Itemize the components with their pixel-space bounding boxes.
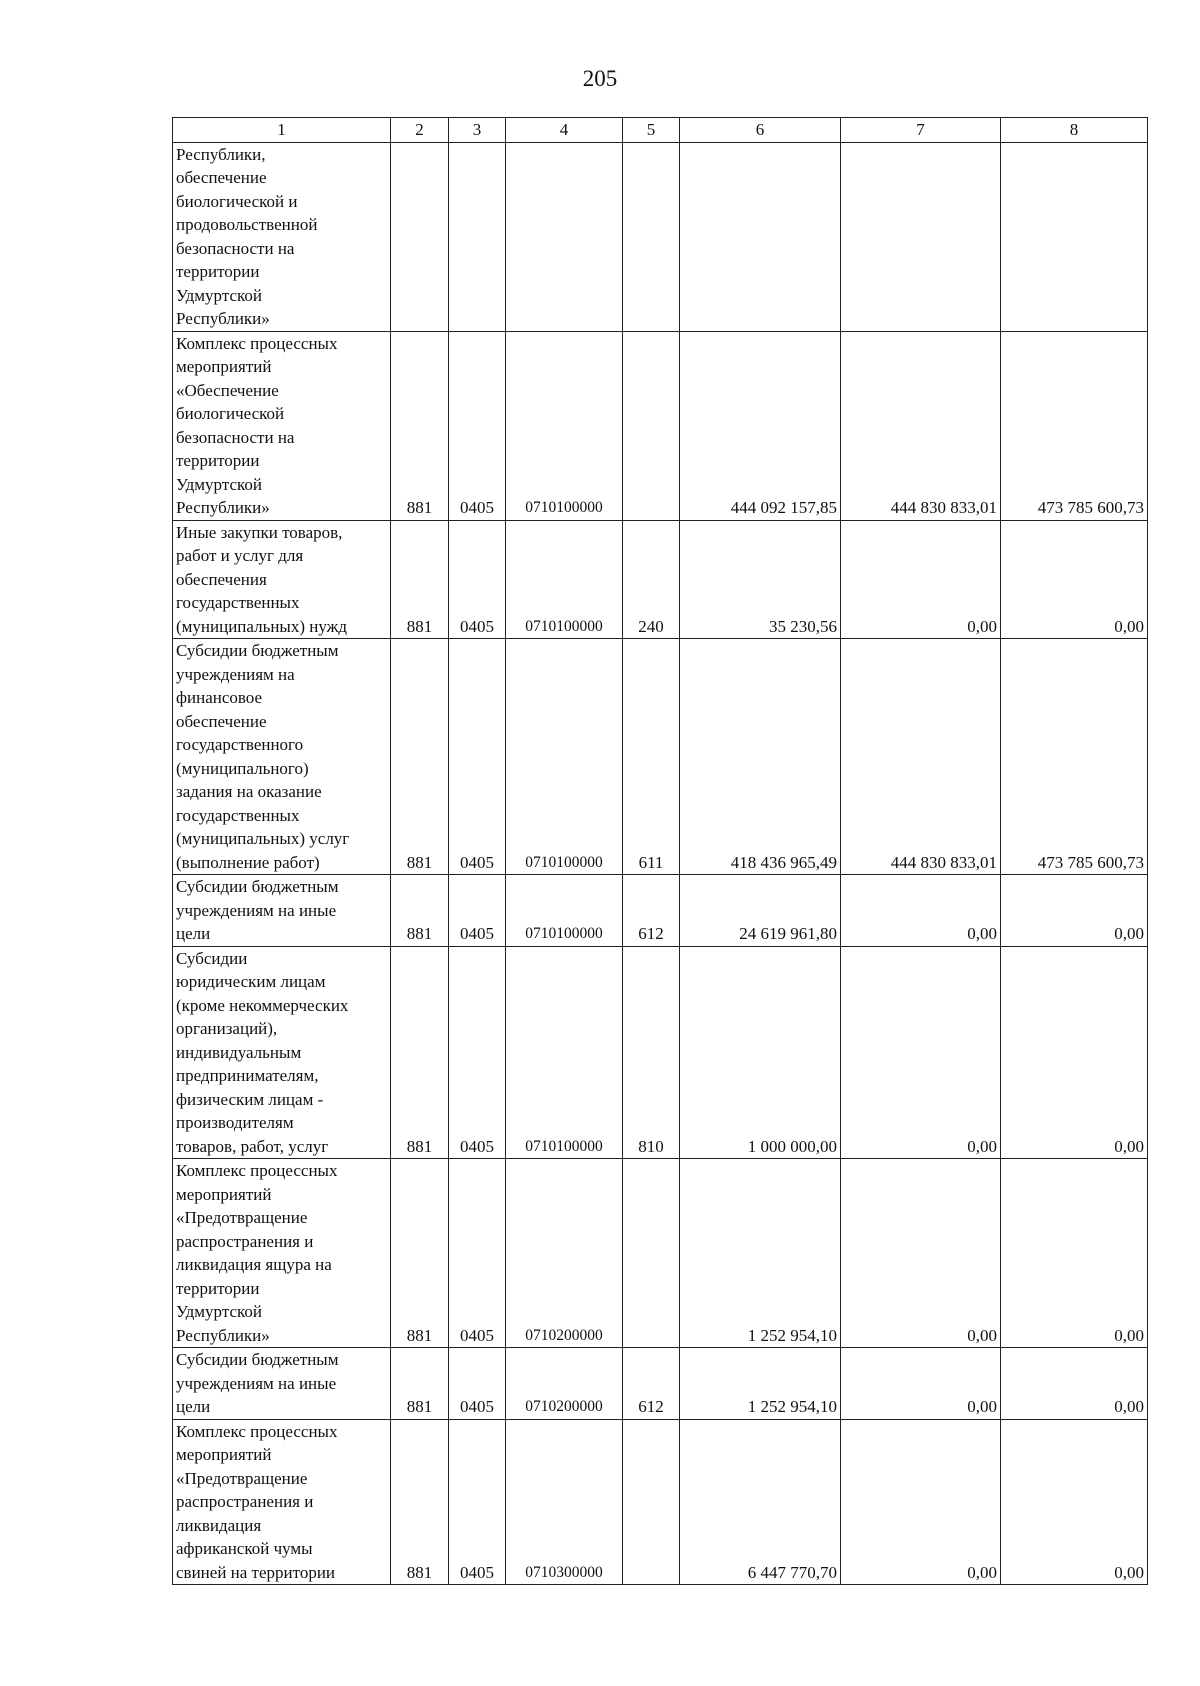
- row-name: Субсидии бюджетным учреждениям на иные цели: [173, 875, 391, 947]
- cell-amount-2: 0,00: [841, 946, 1001, 1159]
- cell-amount-1: 1 000 000,00: [680, 946, 841, 1159]
- table-row: [173, 1419, 1148, 1585]
- cell-section-code: 0405: [449, 520, 506, 639]
- row-name: Республики, обеспечение биологической и продовольственной безопасности на территории Удмуртской Республики»: [173, 142, 391, 331]
- cell-expense-type: 612: [623, 1348, 680, 1420]
- cell-amount-1: 1 252 954,10: [680, 1159, 841, 1348]
- cell-expense-type: 240: [623, 520, 680, 639]
- cell-amount-3: 0,00: [1001, 1348, 1148, 1420]
- cell-section-code: 0405: [449, 875, 506, 947]
- cell-ministry-code: 881: [391, 639, 449, 875]
- cell-section-code: 0405: [449, 331, 506, 520]
- table-row: [173, 142, 1148, 331]
- cell-section-code: 0405: [449, 1159, 506, 1348]
- table-row: [173, 1159, 1148, 1348]
- header-row: [173, 118, 1148, 143]
- cell-amount-3: 0,00: [1001, 875, 1148, 947]
- cell-target-code: 0710100000: [506, 875, 623, 947]
- cell-ministry-code: 881: [391, 1419, 449, 1585]
- cell-amount-2: 0,00: [841, 1348, 1001, 1420]
- row-name: Субсидии бюджетным учреждениям на иные цели: [173, 1348, 391, 1420]
- cell-amount-1: 24 619 961,80: [680, 875, 841, 947]
- row-name: Субсидии бюджетным учреждениям на финансовое обеспечение государственного (муниципального) задания на оказание государственных (муниципальных) услуг (выполнение работ): [173, 639, 391, 875]
- column-header: 2: [391, 118, 449, 143]
- cell-expense-type: 611: [623, 639, 680, 875]
- cell-target-code: 0710200000: [506, 1348, 623, 1420]
- cell-amount-3: 0,00: [1001, 1419, 1148, 1585]
- cell-expense-type: 612: [623, 875, 680, 947]
- cell-amount-1: 418 436 965,49: [680, 639, 841, 875]
- cell-ministry-code: 881: [391, 1348, 449, 1420]
- table-row: [173, 639, 1148, 875]
- row-name: Комплекс процессных мероприятий «Предотвращение распространения и ликвидация ящура на территории Удмуртской Республики»: [173, 1159, 391, 1348]
- cell-expense-type: 810: [623, 946, 680, 1159]
- cell-amount-1: 35 230,56: [680, 520, 841, 639]
- row-name: Субсидии юридическим лицам (кроме некоммерческих организаций), индивидуальным предпринимателям, физическим лицам - производителям товаров, работ, услуг: [173, 946, 391, 1159]
- cell-target-code: 0710200000: [506, 1159, 623, 1348]
- cell-amount-3: 473 785 600,73: [1001, 331, 1148, 520]
- cell-expense-type: [623, 1419, 680, 1585]
- cell-amount-2: 0,00: [841, 875, 1001, 947]
- cell-amount-3: [1001, 142, 1148, 331]
- budget-table: [172, 117, 1148, 1585]
- cell-amount-2: 444 830 833,01: [841, 331, 1001, 520]
- table-row: [173, 946, 1148, 1159]
- page-number: 205: [582, 66, 618, 91]
- cell-amount-1: 444 092 157,85: [680, 331, 841, 520]
- cell-section-code: 0405: [449, 1419, 506, 1585]
- cell-ministry-code: [391, 142, 449, 331]
- column-header: 5: [623, 118, 680, 143]
- row-name: Комплекс процессных мероприятий «Обеспечение биологической безопасности на территории Удмуртской Республики»: [173, 331, 391, 520]
- column-header: 8: [1001, 118, 1148, 143]
- cell-ministry-code: 881: [391, 331, 449, 520]
- cell-amount-1: 1 252 954,10: [680, 1348, 841, 1420]
- cell-section-code: 0405: [449, 1348, 506, 1420]
- cell-section-code: 0405: [449, 946, 506, 1159]
- cell-amount-2: 444 830 833,01: [841, 639, 1001, 875]
- cell-amount-2: 0,00: [841, 1419, 1001, 1585]
- cell-target-code: 0710300000: [506, 1419, 623, 1585]
- cell-expense-type: [623, 1159, 680, 1348]
- cell-amount-3: 0,00: [1001, 1159, 1148, 1348]
- cell-amount-3: 0,00: [1001, 520, 1148, 639]
- column-header: 1: [173, 118, 391, 143]
- column-header: 3: [449, 118, 506, 143]
- cell-target-code: 0710100000: [506, 520, 623, 639]
- cell-section-code: [449, 142, 506, 331]
- cell-ministry-code: 881: [391, 875, 449, 947]
- cell-ministry-code: 881: [391, 1159, 449, 1348]
- row-name: Иные закупки товаров, работ и услуг для обеспечения государственных (муниципальных) нужд: [173, 520, 391, 639]
- row-name: Комплекс процессных мероприятий «Предотвращение распространения и ликвидация африканской чумы свиней на территории: [173, 1419, 391, 1585]
- cell-amount-2: 0,00: [841, 520, 1001, 639]
- cell-amount-2: [841, 142, 1001, 331]
- cell-amount-3: 0,00: [1001, 946, 1148, 1159]
- cell-target-code: [506, 142, 623, 331]
- cell-expense-type: [623, 142, 680, 331]
- cell-expense-type: [623, 331, 680, 520]
- table-row: [173, 875, 1148, 947]
- column-header: 7: [841, 118, 1001, 143]
- cell-section-code: 0405: [449, 639, 506, 875]
- cell-target-code: 0710100000: [506, 639, 623, 875]
- cell-ministry-code: 881: [391, 946, 449, 1159]
- table-row: [173, 331, 1148, 520]
- cell-amount-2: 0,00: [841, 1159, 1001, 1348]
- cell-target-code: 0710100000: [506, 946, 623, 1159]
- cell-ministry-code: 881: [391, 520, 449, 639]
- column-header: 6: [680, 118, 841, 143]
- column-header: 4: [506, 118, 623, 143]
- cell-target-code: 0710100000: [506, 331, 623, 520]
- table-row: [173, 520, 1148, 639]
- table-row: [173, 1348, 1148, 1420]
- cell-amount-1: [680, 142, 841, 331]
- cell-amount-1: 6 447 770,70: [680, 1419, 841, 1585]
- cell-amount-3: 473 785 600,73: [1001, 639, 1148, 875]
